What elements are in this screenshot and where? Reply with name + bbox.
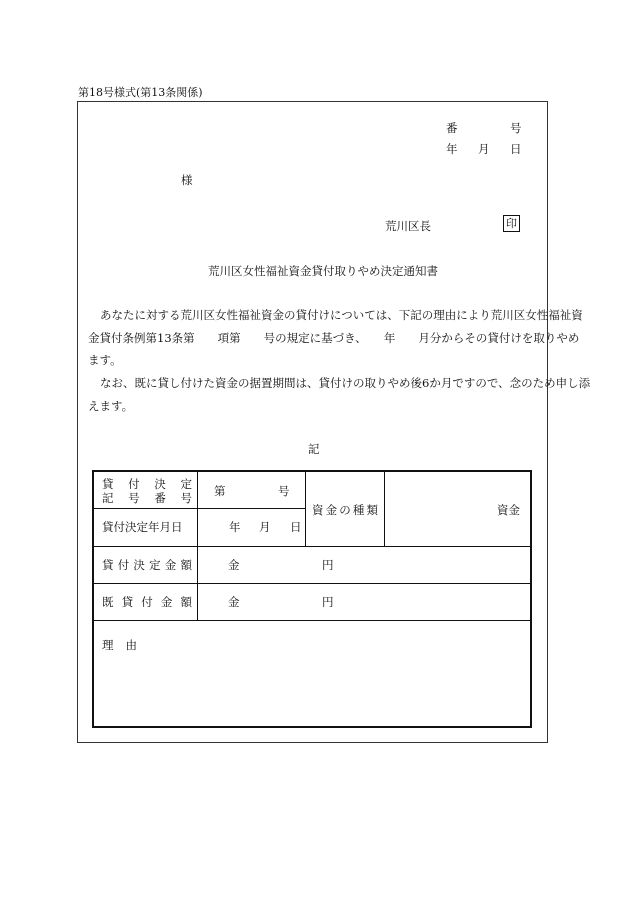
loan-table	[92, 470, 532, 728]
row-divider	[94, 620, 530, 621]
body-paragraph-1	[88, 304, 583, 372]
lent-amount-yen: 円	[322, 595, 334, 609]
decision-day: 日	[290, 520, 302, 534]
row-divider	[94, 508, 306, 509]
label-loan-decision-bottom: 記 号 番 号	[102, 491, 192, 505]
label-loan-decision-top: 貸 付 決 定	[102, 477, 192, 491]
decision-amount-kin: 金	[228, 558, 240, 572]
body-paragraph-2	[88, 372, 591, 417]
issuer: 荒川区長	[385, 219, 431, 233]
body-line: あなたに対する荒川区女性福祉資金の貸付けについては、下記の理由により荒川区女性福祉資	[100, 308, 583, 322]
column-divider	[305, 472, 306, 546]
body-line: えます。	[88, 398, 134, 413]
lent-amount-kin: 金	[228, 595, 240, 609]
addressee-suffix: 様	[181, 173, 193, 187]
fund-suffix: 資金	[497, 503, 520, 517]
date-year: 年	[446, 142, 458, 156]
number-ban: 番	[446, 121, 458, 135]
column-divider	[197, 472, 198, 620]
date-day: 日	[510, 142, 522, 156]
date-month: 月	[478, 142, 490, 156]
number-go: 号	[510, 121, 522, 135]
decision-month: 月	[259, 520, 271, 534]
ki-heading: 記	[308, 442, 320, 456]
row-divider	[94, 583, 530, 584]
label-fund-type: 資 金 の 種 類	[312, 503, 378, 517]
column-divider	[384, 472, 385, 546]
body-line: 金貸付条例第13条第 項第 号の規定に基づき、 年 月分からその貸付けを取りやめ	[88, 330, 580, 345]
row-divider	[94, 546, 530, 547]
body-line: ます。	[88, 353, 122, 367]
seal-stamp: 印	[503, 215, 520, 232]
form-number: 第18号様式(第13条関係)	[78, 86, 203, 99]
document-title: 荒川区女性福祉資金貸付取りやめ決定通知書	[208, 264, 438, 278]
body-line: なお、既に貸し付けた資金の据置期間は、貸付けの取りやめ後6か月ですので、念のため申し添	[100, 376, 591, 390]
go-text: 号	[278, 484, 290, 498]
decision-amount-yen: 円	[322, 558, 334, 572]
label-lent-amount: 既 貸 付 金 額	[102, 595, 192, 609]
label-reason: 理 由	[102, 638, 137, 652]
label-decision-amount: 貸 付 決 定 金 額	[102, 558, 192, 572]
decision-year: 年	[229, 520, 241, 534]
label-decision-date: 貸付決定年月日	[102, 520, 183, 534]
dai-text: 第	[214, 484, 226, 498]
